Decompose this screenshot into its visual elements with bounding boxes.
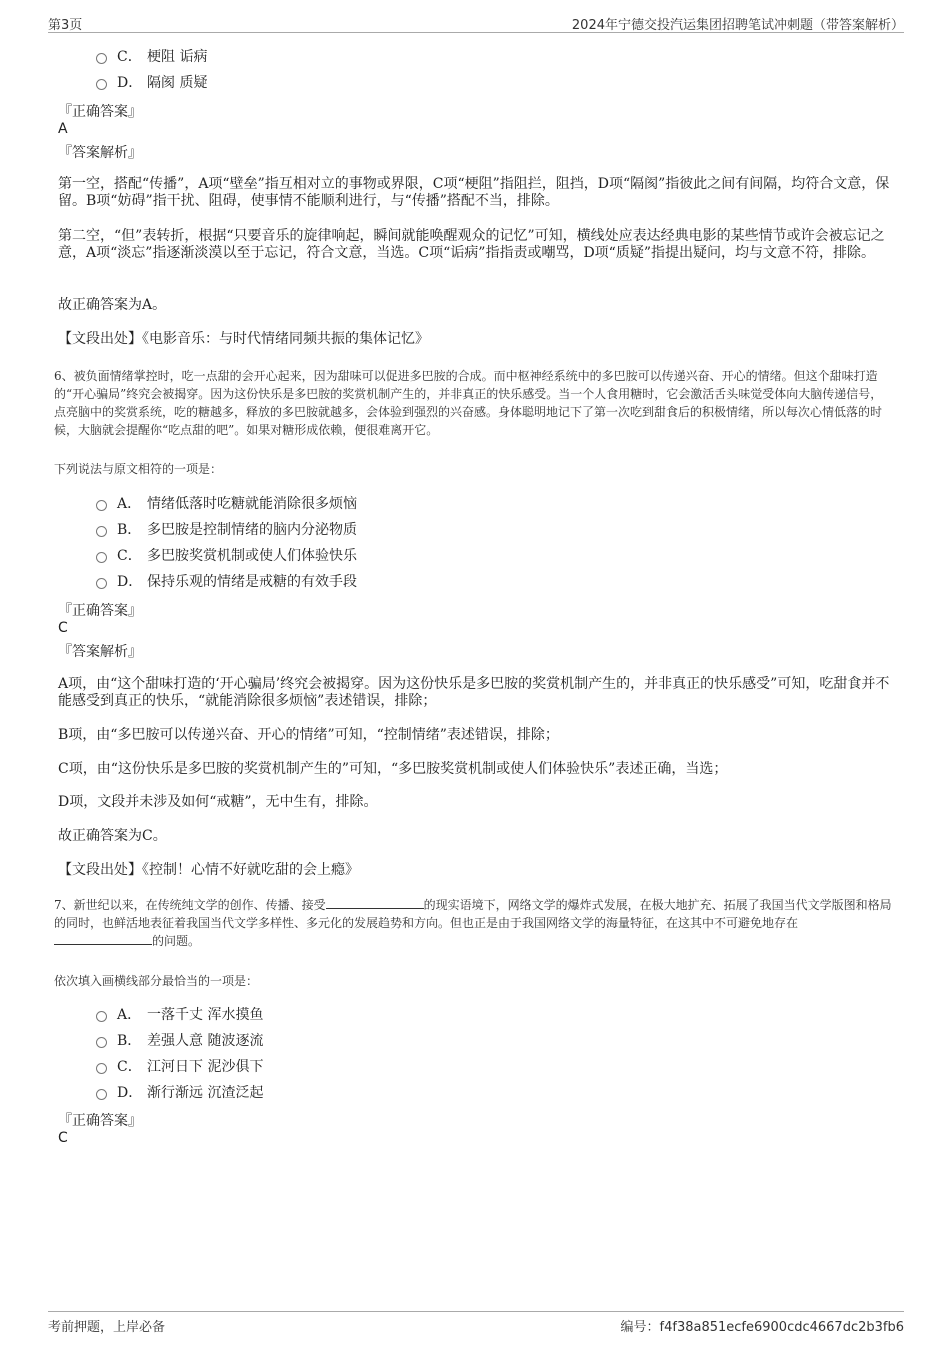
q5-analysis-paragraph: 第一空，搭配“传播”，A项“壁垒”指互相对立的事物或界限，C项“梗阻”指阻拦，阻挡，D项“隔阂”指彼此之间有间隔，均符合文意，保留。B项“妨碍”指干扰、阻碍，使事情不能顺利进行，与“传播”搭配不当，排除。 <box>58 176 890 209</box>
q7-answer-label: 『正确答案』 <box>58 1113 142 1129</box>
q5-analysis-label: 『答案解析』 <box>58 145 142 161</box>
q7-answer: C <box>58 1130 68 1146</box>
q6-analysis-paragraph: A项，由“这个甜味打造的‘开心骗局’终究会被揭穿。因为这份快乐是多巴胺的奖赏机制产生的，并非真正的快乐感受”可知，吃甜食并不能感受到真正的快乐，“就能消除很多烦恼”表述错误，排除； <box>58 676 890 709</box>
q6-analysis-paragraph: B项，由“多巴胺可以传递兴奋、开心的情绪”可知，“控制情绪”表述错误，排除； <box>58 727 559 743</box>
q5-analysis-paragraph: 第二空，“但”表转折，根据“只要音乐的旋律响起，瞬间就能唤醒观众的记忆”可知，横线处应表达经典电影的某些情节或许会被忘记之意，A项“淡忘”指逐渐淡漠以至于忘记，符合文意，当选。C项“诟病”指指责或嘲骂，D项“质疑”指提出疑问，均与文意不符，排除。 <box>58 228 885 261</box>
document-title: 2024年宁德交投汽运集团招聘笔试冲刺题（带答案解析） <box>571 18 904 33</box>
page-number: 第3页 <box>48 18 83 33</box>
q5-option-c[interactable]: C． 梗阻 诟病 <box>96 47 207 67</box>
fill-blank[interactable] <box>326 896 424 909</box>
q6-option-c[interactable]: C． 多巴胺奖赏机制或使人们体验快乐 <box>96 546 357 566</box>
q5-answer-label: 『正确答案』 <box>58 104 142 120</box>
q6-analysis-label: 『答案解析』 <box>58 644 142 660</box>
radio-icon[interactable] <box>96 500 107 511</box>
q5-source: 【文段出处】《电影音乐：与时代情绪同频共振的集体记忆》 <box>58 331 429 347</box>
q7-option-c[interactable]: C． 江河日下 泥沙俱下 <box>96 1057 263 1077</box>
radio-icon[interactable] <box>96 552 107 563</box>
footer-slogan: 考前押题，上岸必备 <box>48 1320 166 1335</box>
q6-prompt: 下列说法与原文相符的一项是： <box>54 462 223 476</box>
radio-icon[interactable] <box>96 578 107 589</box>
radio-icon[interactable] <box>96 1011 107 1022</box>
q5-conclusion: 故正确答案为A。 <box>58 297 167 313</box>
q6-answer-label: 『正确答案』 <box>58 603 142 619</box>
q6-stem: 6、被负面情绪掌控时，吃一点甜的会开心起来，因为甜味可以促进多巴胺的合成。而中枢神经系统中的多巴胺可以传递兴奋、开心的情绪。但这个甜味打造的“开心骗局”终究会被揭穿。因为这份快乐是多巴胺的奖赏机制产生的，并非真正的快乐感受。当一个人食用糖时，它会激活舌头味觉受体向大脑传递信号，点亮脑中的奖赏系统，吃的糖越多，释放的多巴胺就越多，会体验到强烈的兴奋感。身体聪明地记下了第一次吃到甜食后的积极情绪，所以每次心情低落的时候，大脑就会提醒你“吃点甜的吧”。如果对糖形成依赖，便很难离开它。 <box>54 369 883 437</box>
q6-source: 【文段出处】《控制！心情不好就吃甜的会上瘾》 <box>58 862 359 878</box>
q6-answer: C <box>58 620 68 636</box>
q5-answer: A <box>58 121 68 137</box>
q6-option-b[interactable]: B． 多巴胺是控制情绪的脑内分泌物质 <box>96 520 357 540</box>
q6-analysis-paragraph: D项，文段并未涉及如何“戒糖”，无中生有，排除。 <box>58 794 378 810</box>
radio-icon[interactable] <box>96 1063 107 1074</box>
q7-option-a[interactable]: A． 一落千丈 浑水摸鱼 <box>96 1005 263 1025</box>
q6-option-a[interactable]: A． 情绪低落时吃糖就能消除很多烦恼 <box>96 494 357 514</box>
q6-conclusion: 故正确答案为C。 <box>58 828 167 844</box>
q7-option-d[interactable]: D． 渐行渐远 沉渣泛起 <box>96 1083 263 1103</box>
fill-blank[interactable] <box>54 932 152 945</box>
radio-icon[interactable] <box>96 1037 107 1048</box>
q6-analysis-paragraph: C项，由“这份快乐是多巴胺的奖赏机制产生的”可知，“多巴胺奖赏机制或使人们体验快乐”表述正确，当选； <box>58 761 728 777</box>
radio-icon[interactable] <box>96 526 107 537</box>
page-footer <box>48 1311 904 1336</box>
q7-option-b[interactable]: B． 差强人意 随波逐流 <box>96 1031 263 1051</box>
q5-option-d[interactable]: D． 隔阂 质疑 <box>96 73 207 93</box>
q7-prompt: 依次填入画横线部分最恰当的一项是： <box>54 974 259 988</box>
q6-option-d[interactable]: D． 保持乐观的情绪是戒糖的有效手段 <box>96 572 357 592</box>
document-id: 编号：f4f38a851ecfe6900cdc4667dc2b3fb6 <box>620 1320 904 1335</box>
page-header <box>48 12 904 33</box>
radio-icon[interactable] <box>96 79 107 90</box>
q7-stem: 7、新世纪以来，在传统纯文学的创作、传播、接受 的现实语境下，网络文学的爆炸式发展，在极大地扩充、拓展了我国当代文学版图和格局的同时，也鲜活地表征着我国当代文学多样性、多元化的发展趋势和方向。但也正是由于我国网络文学的海量特征，在这其中不可避免地存在的问题。 <box>54 898 892 948</box>
radio-icon[interactable] <box>96 1089 107 1100</box>
radio-icon[interactable] <box>96 53 107 64</box>
